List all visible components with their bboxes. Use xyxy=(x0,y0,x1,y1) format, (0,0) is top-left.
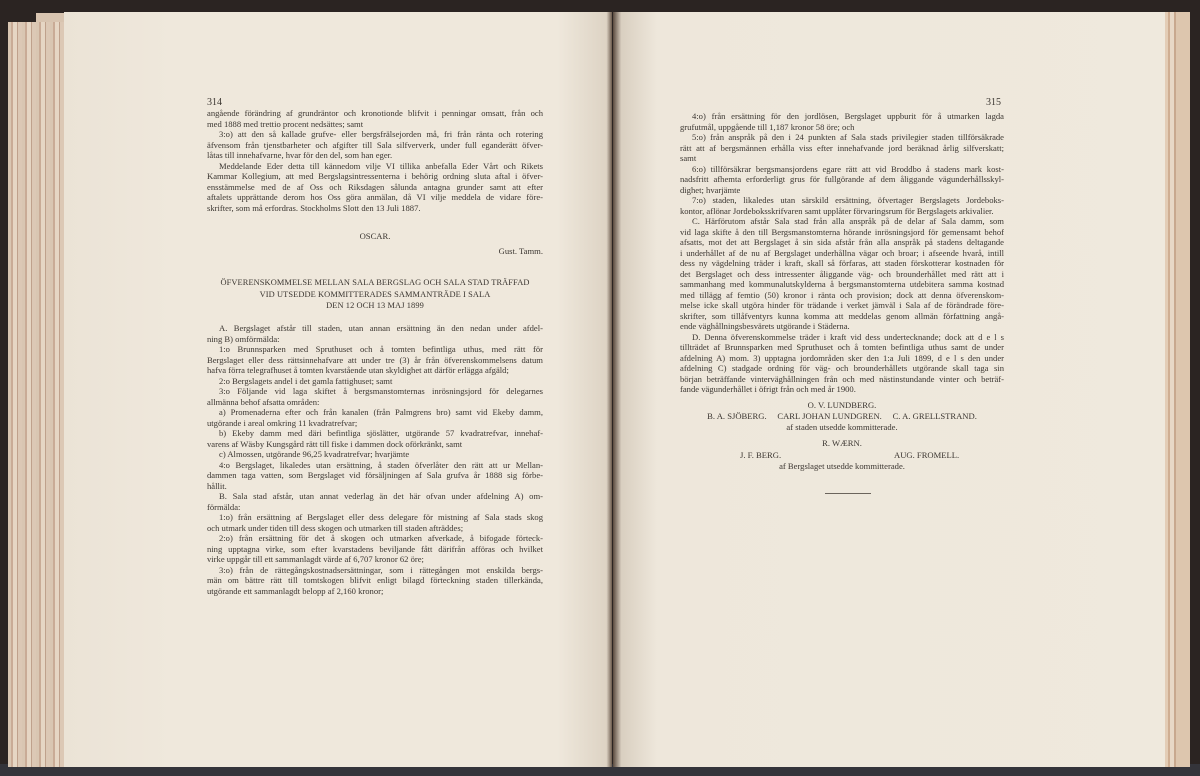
text-line: med 1888 med trettio procent nedsättes; samt xyxy=(207,118,364,129)
text-line: rätt att af bergsmännen erhålla viss efter innehafvande jord beräknad årlig silfverskatt; xyxy=(680,142,1004,153)
text-line: nadsfritt afhemta erforderligt grus för fullgörande af dem åliggande vägunderhållsskyl- xyxy=(680,174,1004,184)
text-line: kontor, aflönar Jordeboksskrifvaren samt upplåter förvaringsrum för Bergslagets arkivalier. xyxy=(680,205,994,216)
text-line: C. Härförutom afstår Sala stad från alla anspråk på de delar af Sala damm, som xyxy=(692,216,1004,226)
text-line: utgörande ett sammanlagdt belopp af 2,160 kronor; xyxy=(207,585,384,596)
text-line: sammanhang med kommunalutskylderna å bergsmanstomterna utdebitera samma kostnad xyxy=(680,279,1004,289)
page-edges-left xyxy=(8,22,66,767)
text-line: början beträffande vinterväghållningen från och med nästinstundande vinter och beträf- xyxy=(680,373,1004,384)
paragraph xyxy=(207,460,543,492)
text-line: 2:o Bergslagets andel i det gamla fattighuset; samt xyxy=(219,375,393,386)
text-line: män om bättre rätt till tomtskogen blifvit enligt bilagd förteckning staden tillerkända, xyxy=(207,575,543,585)
closing-rule xyxy=(825,493,871,494)
text-line: 3:o) att den så kallade grufve- eller bergsfrälsejorden må, fri från ränta och rotering xyxy=(219,129,543,139)
text-line: Kammar Kollegium, att med Bergslagsintressenterna i behörig ordning sluta aftal i öfver- xyxy=(207,171,543,181)
text-line: vid laga skifte å den till Bergsmanstomterna hörande inrösningsjord för gemensamt behof xyxy=(680,226,1004,237)
page-number-right: 315 xyxy=(986,97,1001,108)
text-line: Bergslaget eller dess rättsinnehafvare att under tre (3) år från öfverenskommelsens datum xyxy=(207,354,543,365)
paragraph xyxy=(680,332,1004,395)
text-line: allmänna behof afsatta områden: xyxy=(207,396,320,407)
paragraph xyxy=(680,216,1004,332)
text-line: 1:o Brunnsparken med Spruthuset och å tomten befintliga uthus, med rätt för xyxy=(219,344,543,354)
text-line: ning B) omförmälda: xyxy=(207,333,280,344)
paragraph xyxy=(207,449,543,460)
paragraph xyxy=(207,376,543,387)
text-line: 6:o) tillförsäkrar bergsmansjordens egare rätt att vid Broddbo å stadens mark kost- xyxy=(692,163,1004,174)
signature-bergslag-lead: R. WÆRN. xyxy=(822,438,862,448)
page-edges-right xyxy=(1164,12,1190,767)
letter-text xyxy=(207,108,543,213)
text-line: samt xyxy=(680,153,697,163)
paragraph xyxy=(207,533,543,565)
paragraph xyxy=(207,161,543,214)
text-line: ende väghållningsbesvärets utgörande i Städerna. xyxy=(680,321,850,331)
text-line: 3:o) från de rättegångskostnadsersättningar, som i rättegången mot enskilda bergs- xyxy=(219,564,543,575)
text-line: med tillägg af femtio (50) kronor i ränta och provision; dock att denna öfverenskom- xyxy=(680,289,1004,300)
text-line: Meddelande Eder detta till kännedom vilje VI tillika anbefalla Eder Vårt och Rikets xyxy=(219,160,543,171)
paragraph xyxy=(680,132,1004,164)
text-line: virke uppgår till ett sammanlagdt värde af 6,707 kronor 62 öre; xyxy=(207,554,424,564)
text-line: D. Denna öfverenskommelse träder i kraft vid dess undertecknande; dock att d e l s xyxy=(692,331,1004,342)
text-line: 5:o) från anspråk på den i 24 punkten af Sala stads privilegier staden tillförsäkrade xyxy=(692,132,1004,142)
agreement-text-left xyxy=(207,323,543,596)
text-line: grufutmål, uppgående till 1,187 kronor 58 öre; och xyxy=(680,121,855,132)
text-line: och utmark under tiden till dess skogen och utmarken till staden afträddes; xyxy=(207,522,464,533)
text-line: utgörande i areal omkring 11 kvadratrefvar; xyxy=(207,417,358,428)
agreement-heading-line-3: DEN 12 OCH 13 MAJ 1899 xyxy=(326,301,424,310)
signature-bergslag-member-2: AUG. FROMELL. xyxy=(894,450,960,460)
text-line: i underhållet af de nu af Bergslaget underhållna vägar och broar; i afseende hvarå, intill xyxy=(680,247,1004,258)
text-line: b) Ekeby damm med däri befintliga sjöslätter, utgörande 57 kvadratrefvar, innehaf- xyxy=(219,428,543,438)
text-line: A. Bergslaget afstår till staden, utan annan ersättning än den nedan under afdel- xyxy=(219,323,543,333)
text-line: 2:o) från ersättning för det å skogen och utmarken afverkade, å bifogade förteck- xyxy=(219,533,543,543)
agreement-heading-line-2: VID UTSEDDE KOMMITTERADES SAMMANTRÄDE I SALA xyxy=(259,289,491,299)
text-line: hafva förra telegrafhuset å tomten kvarstående utan skyldighet att därför erlägga afgäld; xyxy=(207,365,509,375)
text-line: hållit. xyxy=(207,480,227,491)
paragraph xyxy=(680,111,1004,132)
signature-king: OSCAR. xyxy=(359,231,391,241)
page-number-left: 314 xyxy=(207,97,222,108)
text-line: 4:o Bergslaget, likaledes utan ersättning, å staden öfverlåter den rätt att ur Mellan- xyxy=(219,459,543,470)
text-line: c) Almossen, utgörande 96,25 kvadratrefvar; hvarjämte xyxy=(219,449,410,459)
text-line: a) Promenaderna efter och från kanalen (från Palmgrens bro) samt vid Ekeby damm, xyxy=(219,407,543,417)
text-line: låtas till innehafvarne, hvar för den del, som han eger. xyxy=(207,150,393,160)
paragraph xyxy=(207,491,543,512)
text-line: dess ny vägdelning träder i kraft, skall så förfaras, att staden förskotterar kostnaden för xyxy=(680,258,1004,268)
signature-city-caption: af staden utsedde kommitterade. xyxy=(786,422,898,432)
text-line: aftalets upprättande derom hos Oss göra anmälan, då VI vilje meddela de vidare före- xyxy=(207,192,543,202)
paragraph xyxy=(207,129,543,161)
text-line: ensstämmelse med de af Oss och Riksdagen sålunda antagna grunder samt att efter xyxy=(207,181,543,192)
text-line: varens af Wäsby Kungsgård rätt till fiske i dammen dock oförkränkt, samt xyxy=(207,438,463,449)
text-line: afdelning C) stadgade ordning för väg- och brounderhållets utgörande skall taga sin xyxy=(680,363,1004,373)
text-line: äfvensom från tjenstbarheter och afgifter till Sala silfververk, under full eganderätt öfver- xyxy=(207,139,543,150)
paragraph xyxy=(207,323,543,344)
text-line: tillträdet af Brunnsparken med Spruthuset och å tomten befintliga uthus samt de under xyxy=(680,342,1004,352)
agreement-heading-line-1: ÖFVERENSKOMMELSE MELLAN SALA BERGSLAG OCH SALA STAD TRÄFFAD xyxy=(220,278,530,287)
paragraph xyxy=(207,407,543,428)
agreement-text-right xyxy=(680,111,1004,395)
text-line: skrifter, som må erfordras. Stockholms Slott den 13 Juli 1887. xyxy=(207,202,421,213)
text-line: skrifter, som tillåfventyrs kunna komma att meddelas genom allmän författning angå- xyxy=(680,310,1004,321)
text-line: förmälda: xyxy=(207,501,241,512)
text-line: 7:o) staden, likaledes utan särskild ersättning, öfvertager Bergslagets Jordeboks- xyxy=(692,195,1004,205)
text-line: B. Sala stad afstår, utan annat vederlag än det här ofvan under afdelning A) om- xyxy=(219,491,543,501)
paragraph xyxy=(207,428,543,449)
paragraph xyxy=(680,195,1004,216)
paragraph xyxy=(207,386,543,407)
text-line: dammen taga vatten, som Bergslaget vid försäljningen af Sala grufva år 1888 sig förbe- xyxy=(207,470,543,480)
signature-city-lead: O. V. LUNDBERG. xyxy=(807,400,877,410)
text-line: ning upptagna virke, som efter kvarstadens beviljande fått därifrån afföras och hvilket xyxy=(207,543,543,554)
text-line: dighet; hvarjämte xyxy=(680,184,741,195)
signature-bergslag-caption: af Bergslaget utsedde kommitterade. xyxy=(779,461,905,471)
text-line: angående förändring af grundräntor och kronotionde blifvit i penningar omsatt, från och xyxy=(207,108,543,118)
paragraph xyxy=(207,512,543,533)
paragraph xyxy=(207,344,543,376)
text-line: 1:o) från ersättning af Bergslaget eller dess delegare för mistning af Sala stads skog xyxy=(219,512,543,522)
paragraph xyxy=(680,164,1004,196)
text-line: det Bergslaget och dess intressenter åliggande väg- och brounderhållet med rätt att i xyxy=(680,268,1004,279)
text-line: fande vägunderhållet i öfrigt från och med år 1900. xyxy=(680,384,856,394)
signature-minister: Gust. Tamm. xyxy=(498,246,543,256)
text-line: 4:o) från ersättning för den jordlösen, Bergslaget uppburit för å utmarken lagda xyxy=(692,111,1004,121)
paragraph xyxy=(207,108,543,129)
text-line: afdelning A) mom. 3) upptagna jordområden sker den 1:a Juli 1899, d e l s den under xyxy=(680,352,1004,363)
paragraph xyxy=(207,565,543,597)
signature-city-members: B. A. SJÖBERG. CARL JOHAN LUNDGREN. C. A. GRELLSTRAND. xyxy=(707,411,977,421)
text-line: 3:o Följande vid laga skiftet å bergsmanstomternas inrösningsjord för delegarnes xyxy=(219,386,543,396)
text-line: afsatts, mot det att Bergslaget å sin sida afstår från alla anspråk på stadens deltagande xyxy=(680,237,1004,247)
signature-bergslag-member-1: J. F. BERG. xyxy=(740,450,782,460)
text-line: melse icke skall utgöra hinder för trädande i verket jämväl i Sala af de förändrade före- xyxy=(680,300,1004,310)
